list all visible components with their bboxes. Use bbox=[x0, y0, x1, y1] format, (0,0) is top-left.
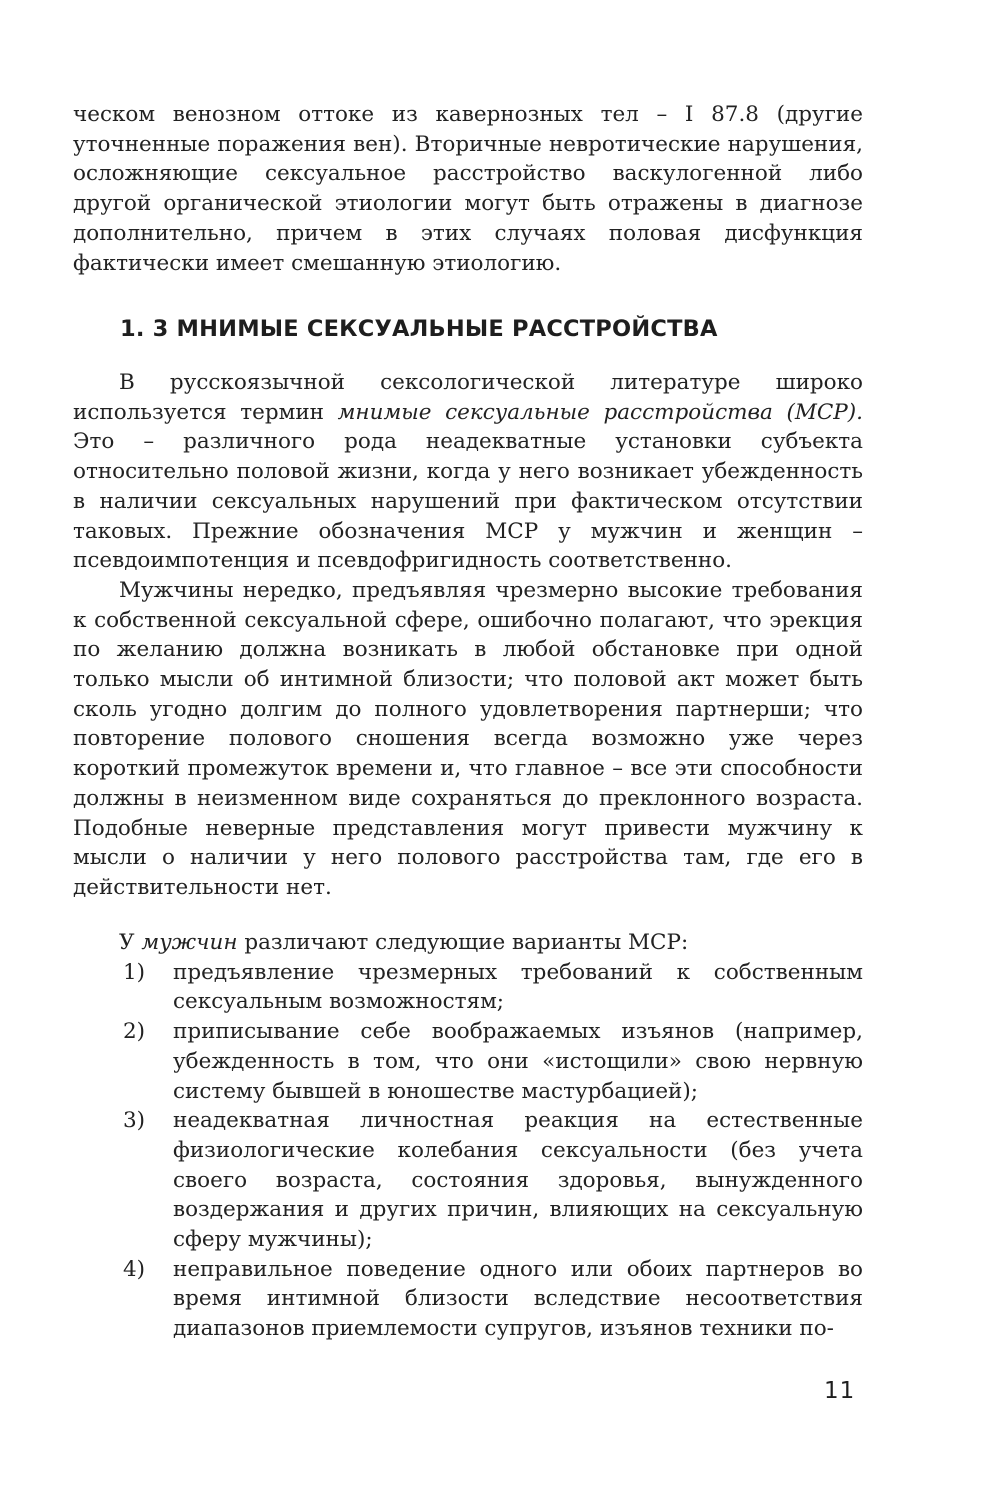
list-intro-start: У bbox=[119, 930, 142, 955]
section-number: 1. 3 bbox=[120, 316, 169, 342]
list-item-text: неадекватная личностная реакция на естественные физиологические колебания сексуальности (без учета своего возраста, состояния здоровья, вынужденного воздержания и других причин, влияющих на сексуальную сферу мужчины); bbox=[173, 1108, 863, 1253]
page-number: 11 bbox=[824, 1378, 856, 1404]
paragraph-definition-end: Это – различного рода неадекватные установки субъекта относительно половой жизни, когда у него возникает убежденность в наличии сексуальных нарушений при фактическом отсутствии таковых. Прежние обозначения МСР у мужчин и женщин – псевдоимпотенция и псевдофригидность соответственно. bbox=[73, 429, 863, 574]
list-intro-end: различают следующие варианты МСР: bbox=[237, 930, 689, 955]
variants-section bbox=[73, 928, 863, 1344]
list-item bbox=[73, 1017, 863, 1106]
paragraph-men-expectations: Мужчины нередко, предъявляя чрезмерно высокие требования к собственной сексуальной сфере, ошибочно полагают, что эрекция по желанию должна возникать в любой обстановке при одной только мысли об интимной близости; что половой акт может быть сколь угодно долгим до полного удовлетворения партнерши; что повторение полового сношения всегда возможно уже через короткий промежуток времени и, что главное – все эти способности должны в неизменном виде сохраняться до преклонного возраста. Подобные неверные представления могут привести мужчину к мысли о наличии у него полового расстройства там, где его в действительности нет. bbox=[73, 577, 863, 900]
intro-paragraph-block bbox=[73, 100, 863, 278]
variants-list bbox=[73, 958, 863, 1344]
term-emphasis: мнимые сексуальные расстройства (МСР). bbox=[337, 399, 863, 425]
list-item-number: 2) bbox=[123, 1019, 146, 1045]
list-item-text: предъявление чрезмерных требований к собственным сексуальным возможностям; bbox=[173, 959, 863, 1015]
list-item bbox=[73, 1106, 863, 1255]
section-title: МНИМЫЕ СЕКСУАЛЬНЫЕ РАССТРОЙСТВА bbox=[176, 316, 718, 342]
list-item bbox=[73, 958, 863, 1017]
intro-paragraph: ческом венозном оттоке из кавернозных тел – I 87.8 (другие уточненные поражения вен). Вторичные невротические нарушения, осложняющие сексуальное расстройство васкулогенной либо другой органической этиологии могут быть отражены в диагнозе дополнительно, причем в этих случаях половая дисфункция фактически имеет смешанную этиологию. bbox=[73, 102, 863, 276]
list-item-number: 3) bbox=[123, 1108, 146, 1134]
list-intro bbox=[73, 928, 863, 958]
paragraph-definition bbox=[73, 368, 863, 576]
list-item-text: приписывание себе воображаемых изъянов (например, убежденность в том, что они «истощили» свою нервную систему бывшей в юношестве мастурбацией); bbox=[173, 1019, 863, 1104]
list-item-number: 1) bbox=[123, 959, 146, 985]
list-item bbox=[73, 1255, 863, 1344]
list-intro-emphasis: мужчин bbox=[141, 930, 238, 955]
list-item-number: 4) bbox=[123, 1256, 146, 1282]
paragraph-definition-start: В русскоязычной сексологической литературе широко используется термин bbox=[73, 370, 863, 425]
section-heading bbox=[120, 316, 718, 342]
list-item-text: неправильное поведение одного или обоих партнеров во время интимной близости вследствие несоответствия диапазонов приемлемости супругов, изъянов техники по- bbox=[173, 1256, 863, 1342]
section-body bbox=[73, 368, 863, 903]
